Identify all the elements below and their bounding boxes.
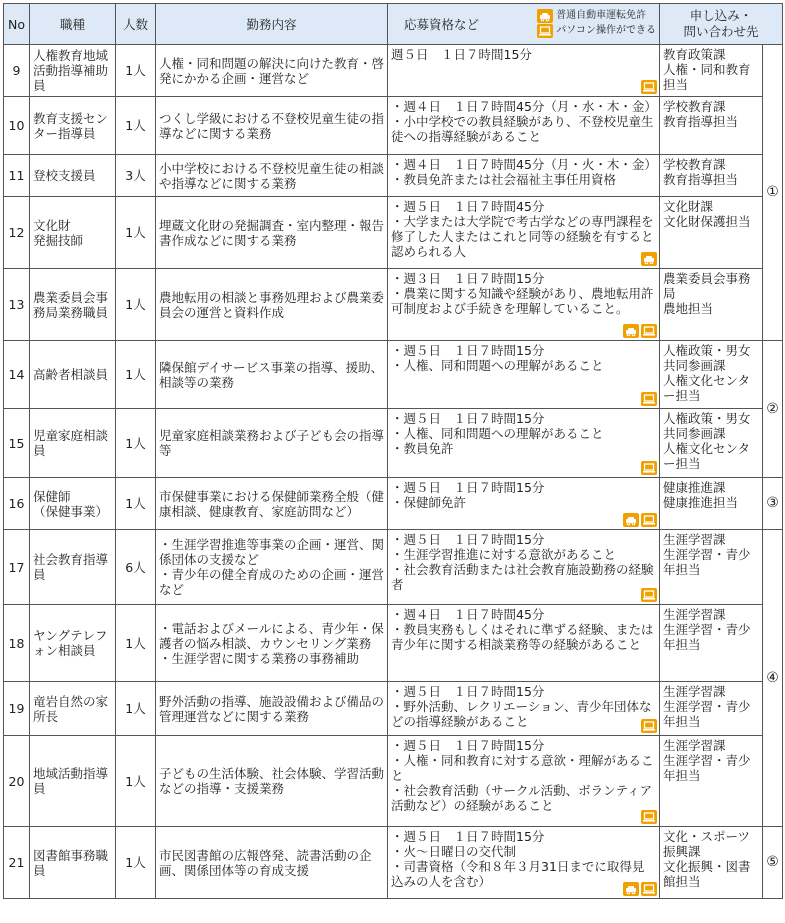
headcount: 1人 [116,409,156,478]
text-line: ・社会教育活動または社会教育施設勤務の経験者 [391,562,654,592]
text-line: 文化財保護担当 [663,214,751,229]
row-number: 19 [4,682,30,736]
qualification [388,269,660,341]
text-line: 登校支援員 [33,168,96,183]
laptop-icon [537,24,553,38]
qualification-icons [623,513,657,527]
qualification [388,478,660,530]
duty-description [156,478,388,530]
job-title [30,736,116,827]
text-line: 埋蔵文化財の発掘調査・室内整理・報告書作成などに関する業務 [159,217,385,248]
qualification [388,97,660,155]
text-line: 文化財 [33,217,71,233]
duty-description [156,736,388,827]
text-line: ・保健師免許 [391,495,467,510]
job-title [30,197,116,269]
qualification [388,682,660,736]
duty-description [156,197,388,269]
job-title [30,682,121,736]
contact-department [660,530,763,605]
text-line: 文化財課 [663,199,714,214]
table-row [4,341,783,409]
car-icon [623,882,639,896]
text-line: 保健師 [33,488,71,504]
header-no: No [4,4,30,45]
laptop-icon [641,588,657,602]
qualification [388,45,660,97]
text-line: 社会教育指導員 [33,552,109,582]
text-line: ・週３日 １日７時間15分 [391,271,545,286]
row-number: 20 [4,736,30,827]
text-line: ・司書資格（令和８年３月31日までに取得見込みの人を含む） [391,859,645,889]
job-title [30,605,116,682]
text-line: 文化・スポーツ振興課 [663,829,751,859]
row-number: 9 [4,45,30,97]
header-count: 人数 [116,4,156,45]
text-line: ・週５日 １日７時間45分 [391,199,545,214]
text-line: 生涯学習・青少年担当 [663,699,751,729]
row-number: 18 [4,605,30,682]
table-row [4,530,783,605]
job-table [3,3,783,899]
legend-pc-label: パソコン操作ができる [556,25,656,36]
contact-department [660,409,763,478]
header-job: 職種 [30,4,116,45]
duty-description [156,530,388,605]
text-line: ・教員実務もしくはそれに準ずる経験、または青少年に関する相談業務等の経験があること [391,622,654,652]
qualification-icons [641,392,657,406]
contact-department [660,197,763,269]
duty-description [156,409,388,478]
row-number: 13 [4,269,30,341]
text-line: ・社会教育活動（サークル活動、ボランティア活動など）の経験があること [391,783,653,813]
row-number: 11 [4,155,30,197]
text-line: 児童家庭相談員 [33,428,109,458]
headcount: 1人 [116,197,156,269]
text-line: 市民図書館の広報啓発、読書活動の企画、関係団体等の育成支援 [159,847,372,878]
contact-department [660,269,763,341]
text-line: ・教員免許または社会福祉主事任用資格 [391,172,617,187]
text-line: 農業委員会事務局業務職員 [33,289,109,320]
text-line: 生涯学習課 [663,607,726,622]
duty-description [156,45,388,97]
group-marker: ④ [763,530,783,827]
headcount: 1人 [116,605,156,682]
header-duty: 勤務内容 [156,4,388,45]
text-line: ・週５日 １日７時間15分 [391,829,545,844]
text-line: 人権・同和教育担当 [663,62,751,92]
qualification-icons [641,252,657,266]
laptop-icon [641,719,657,733]
text-line: ・週５日 １日７時間15分 [391,684,545,699]
table-row [4,45,783,97]
contact-department [660,736,763,827]
qualification-icons [641,719,657,733]
job-title [30,478,116,530]
header-qualification [388,4,660,45]
row-number: 12 [4,197,30,269]
row-number: 16 [4,478,30,530]
headcount: 3人 [116,155,156,197]
table-row [4,269,783,341]
text-line: ・週５日 １日７時間15分 [391,532,545,547]
headcount: 1人 [116,682,156,736]
duty-description [156,269,388,341]
row-number: 15 [4,409,30,478]
laptop-icon [641,513,657,527]
text-line: ・生涯学習推進に対する意欲があること [391,547,617,562]
text-line: ・教員免許 [391,441,454,456]
text-line: 発掘技師 [33,232,84,248]
duty-description [156,827,388,899]
headcount: 1人 [116,827,156,899]
text-line: ・人権、同和問題への理解があること [391,426,604,441]
text-line: 生涯学習・青少年担当 [663,622,751,652]
text-line: 竜岩自然の家 所長 [33,693,121,724]
qualification [388,155,660,197]
qualification [388,530,660,605]
text-line: 地域活動指導員 [33,766,109,796]
legend-car-label: 普通自動車運転免許 [556,10,647,21]
qualification-icons [623,324,657,338]
text-line: つくし学級における不登校児童生徒の指導などに関する業務 [159,110,385,141]
job-title [30,45,116,97]
job-title [30,155,116,197]
text-line: ・週５日 １日７時間15分 [391,738,545,753]
text-line: ・週５日 １日７時間15分 [391,343,545,358]
headcount: 1人 [116,45,156,97]
text-line: 市保健事業における保健師業務全般（健康相談、健康教育、家庭訪問など） [159,488,385,519]
text-line: 教育指導担当 [663,114,739,129]
text-line: 高齢者相談員 [33,367,109,382]
text-line: 図書館事務職員 [33,847,109,878]
text-line: 人権政策・男女共同参画課 [663,343,751,373]
text-line: 小中学校における不登校児童生徒の相談や指導などに関する業務 [159,160,385,191]
text-line: 健康推進課 [663,480,726,495]
text-line: ・週５日 １日７時間15分 [391,480,545,495]
table-row [4,478,783,530]
text-line: 農業委員会事務局 [663,271,751,301]
qualification [388,736,660,827]
qualification-icons [641,810,657,824]
table-row [4,736,783,827]
text-line: 農地転用の相談と事務処理および農業委員会の運営と資料作成 [159,289,385,320]
text-line: ・週５日 １日７時間15分 [391,411,545,426]
text-line: ・週４日 １日７時間45分（月・水・木・金） [391,99,657,114]
text-line: 生涯学習課 [663,684,726,699]
text-line: 農地担当 [663,301,714,316]
headcount: 1人 [116,478,156,530]
group-marker: ② [763,341,783,478]
laptop-icon [641,80,657,94]
header-contact: 申し込み・ 問い合わせ先 [660,4,783,45]
headcount: 1人 [116,736,156,827]
duty-description [156,155,388,197]
text-line: 教育政策課 [663,47,726,62]
group-marker: ③ [763,478,783,530]
qualification [388,827,660,899]
laptop-icon [641,810,657,824]
table-row [4,827,783,899]
duty-description [156,341,388,409]
text-line: 人権政策・男女共同参画課 [663,411,751,441]
text-line: ・小中学校での教員経験があり、不登校児童生徒への指導経験があること [391,114,654,144]
table-row [4,155,783,197]
qualification-icons [623,882,657,896]
car-icon [537,9,553,23]
text-line: ・電話およびメールによる、青少年・保護者の悩み相談、カウンセリング業務 [159,620,384,651]
text-line: ・生涯学習に関する業務の事務補助 [159,650,360,666]
text-line: 学校教育課 [663,157,726,172]
job-title [30,341,116,409]
contact-department [660,341,763,409]
text-line: 人権文化センター担当 [663,441,751,471]
duty-description [156,605,388,682]
text-line: ・週４日 １日７時間45分（月・火・木・金） [391,157,657,172]
qualification-icons [641,80,657,94]
headcount: 1人 [116,341,156,409]
table-row [4,682,783,736]
qualification [388,341,660,409]
text-line: 生涯学習・青少年担当 [663,753,751,783]
laptop-icon [641,461,657,475]
text-line: ・野外活動、レクリエーション、青少年団体などの指導経験があること [391,699,652,729]
text-line: 子どもの生活体験、社会体験、学習活動などの指導・支援業務 [159,766,385,796]
text-line: 生涯学習・青少年担当 [663,547,751,577]
text-line: ・週４日 １日７時間45分 [391,607,545,622]
qualification-icons [641,588,657,602]
job-title [30,409,116,478]
row-number: 17 [4,530,30,605]
laptop-icon [641,882,657,896]
contact-department [660,605,763,682]
job-title [30,827,116,899]
text-line: 生涯学習課 [663,738,726,753]
qualification-icons [641,461,657,475]
text-line: 人権・同和問題の解決に向けた教育・啓発にかかる企画・運営など [159,55,385,86]
text-line: 野外活動の指導、施設設備および備品の管理運営などに関する業務 [159,693,385,724]
contact-department [660,478,763,530]
row-number: 21 [4,827,30,899]
contact-department [660,45,763,97]
text-line: 健康推進担当 [663,495,739,510]
text-line: ・青少年の健全育成のための企画・運営など [159,567,385,597]
text-line: 人権文化センター担当 [663,373,751,403]
group-marker: ① [763,45,783,341]
row-number: 10 [4,97,30,155]
table-row [4,97,783,155]
text-line: 文化振興・図書館担当 [663,859,751,889]
row-number: 14 [4,341,30,409]
table-row [4,605,783,682]
laptop-icon [641,392,657,406]
text-line: ・農業に関する知識や経験があり、農地転用許可制度および手続きを理解していること。 [391,286,654,316]
text-line: 教育指導担当 [663,172,739,187]
job-title [30,269,116,341]
text-line: 児童家庭相談業務および子ども会の指導等 [159,428,385,458]
text-line: ・火～日曜日の交代制 [391,844,517,859]
text-line: ・人権・同和教育に対する意欲・理解があること [391,753,654,783]
qualification [388,409,660,478]
laptop-icon [641,324,657,338]
text-line: ・大学または大学院で考古学などの専門課程を修了した人またはこれと同等の経験を有すると認められる人 [391,214,654,259]
text-line: ・生涯学習推進等事業の企画・運営、関係団体の支援など [159,537,385,567]
qualification [388,197,660,269]
icon-legend [537,8,656,38]
contact-department [660,155,763,197]
car-icon [623,513,639,527]
headcount: 1人 [116,269,156,341]
text-line: 人権教育地域活動指導補助員 [33,48,109,93]
headcount: 1人 [116,97,156,155]
headcount: 6人 [116,530,156,605]
job-title [30,530,116,605]
text-line: ・人権、同和問題への理解があること [391,358,604,373]
contact-department [660,682,763,736]
contact-department [660,827,763,899]
duty-description [156,97,388,155]
table-row [4,409,783,478]
text-line: （保健事業） [33,503,109,519]
text-line: ヤングテレフォン相談員 [33,628,108,658]
text-line: 教育支援センター指導員 [33,110,109,141]
table-body [4,45,783,899]
table-header-row [4,4,783,45]
text-line: 生涯学習課 [663,532,726,547]
text-line: 週５日 １日７時間15分 [391,47,532,62]
group-marker: ⑤ [763,827,783,899]
text-line: 学校教育課 [663,99,726,114]
table-row [4,197,783,269]
duty-description [156,682,388,736]
car-icon [641,252,657,266]
qualification [388,605,660,682]
text-line: 隣保館デイサービス事業の指導、援助、相談等の業務 [159,359,384,390]
contact-department [660,97,763,155]
car-icon [623,324,639,338]
header-qual-label: 応募資格など [404,16,480,32]
job-title [30,97,116,155]
